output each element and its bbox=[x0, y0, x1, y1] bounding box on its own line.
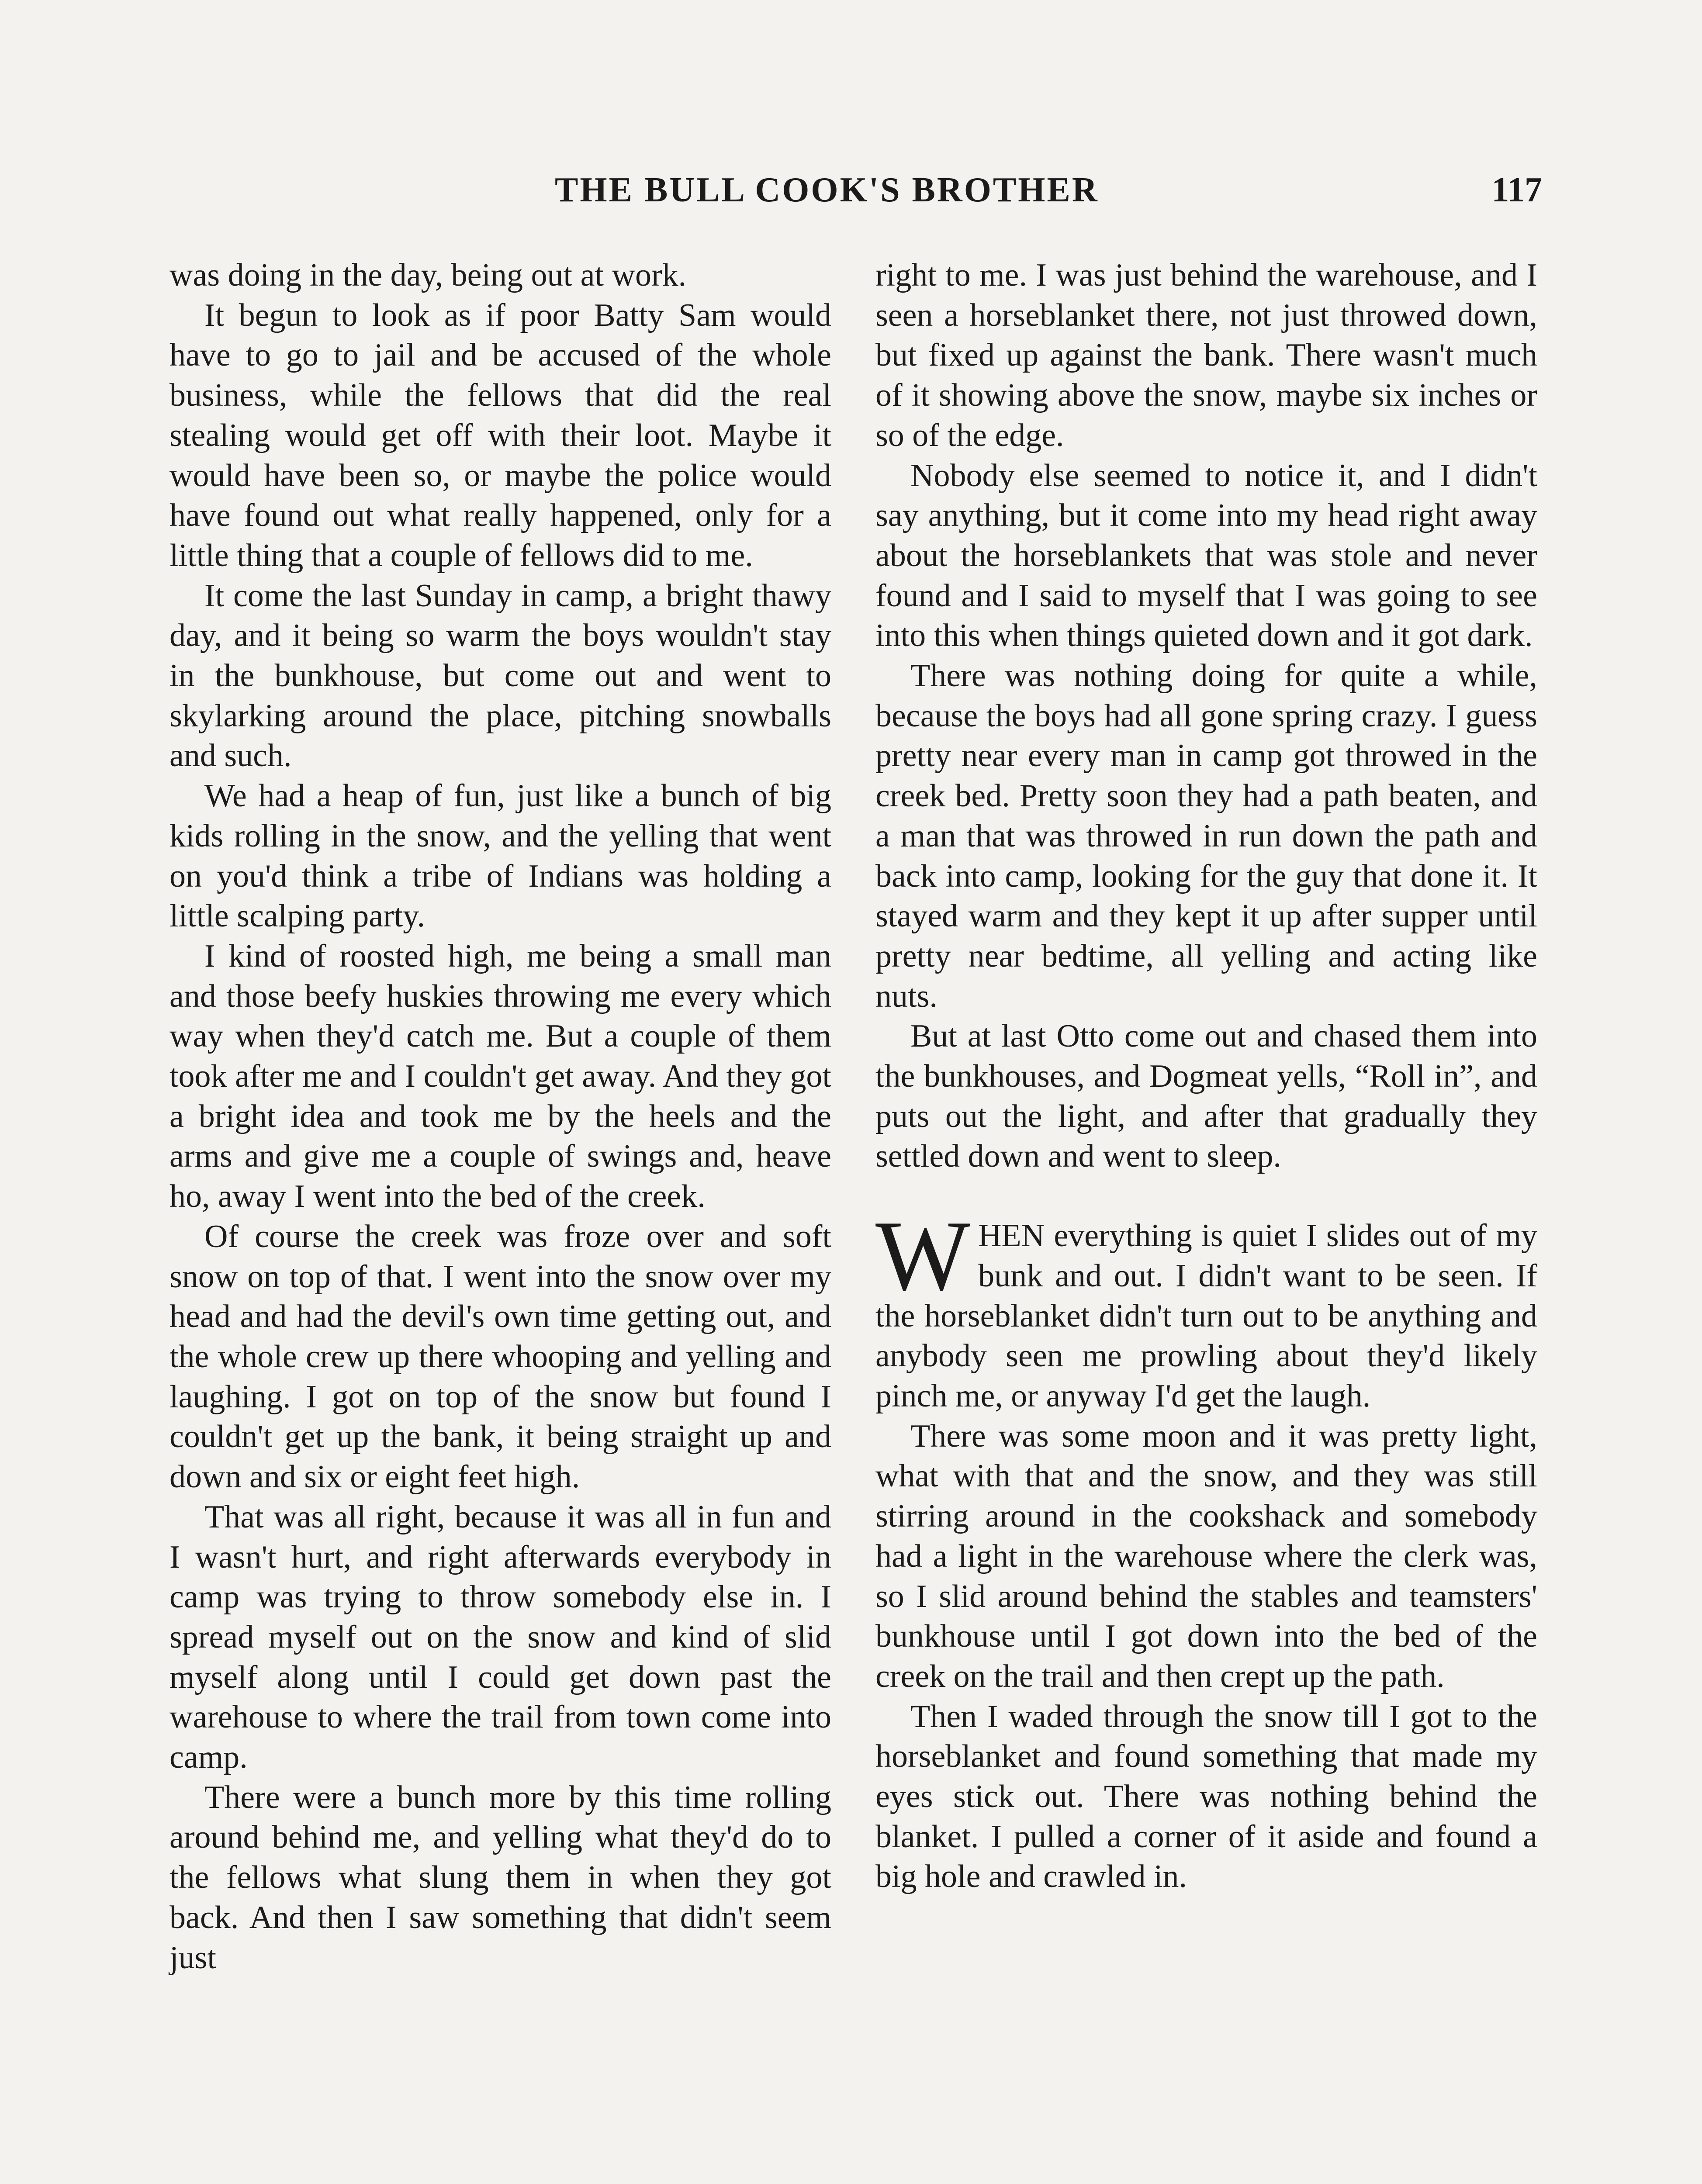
paragraph: We had a heap of fun, just like a bunch of big kids rolling in the snow, and the yelling that went on you'd think a tribe of Indians was holding a little scalping party. bbox=[170, 778, 831, 934]
paragraph: But at last Otto come out and chased them into the bunkhouses, and Dogmeat yells, “Roll in”, and puts out the light, and after that gradually they settled down and went to sleep. bbox=[875, 1018, 1537, 1175]
paragraph: Of course the creek was froze over and soft snow on top of that. I went into the snow over my head and had the devil's own time getting out, and the whole crew up there whooping and yelling and laughing. I got on top of the snow but found I couldn't get up the bank, it being straight up and down and six or eight feet high. bbox=[170, 1218, 831, 1495]
page-number: 117 bbox=[1491, 171, 1542, 209]
dropcap-paragraph-text: HEN everything is quiet I slides out of my bunk and out. I didn't want to be seen. If the horseblanket didn't turn out to be anything and anybody seen me prowling about they'd likely pinch me, or anyway I'd get the laugh. bbox=[875, 1218, 1537, 1414]
paragraph: There was nothing doing for quite a while, because the boys had all gone spring crazy. I guess pretty near every man in camp got throwed in the creek bed. Pretty soon they had a path beaten, and a man that was throwed in run down the path and back into camp, looking for the guy that done it. It stayed warm and they kept it up after supper until pretty near bedtime, all yelling and acting like nuts. bbox=[875, 658, 1537, 1014]
paragraph: It come the last Sunday in camp, a bright thawy day, and it being so warm the boys wouldn't stay in the bunkhouse, but come out and went to skylarking around the place, pitching snowballs and such. bbox=[170, 577, 831, 774]
paragraph: I kind of roosted high, me being a small man and those beefy huskies throwing me every which way when they'd catch me. But a couple of them took after me and I couldn't get away. And they got a bright idea and took me by the heels and the arms and give me a couple of swings and, heave ho, away I went into the bed of the creek. bbox=[170, 938, 831, 1215]
paragraph: That was all right, because it was all in fun and I wasn't hurt, and right afterwards everybody in camp was trying to throw somebody else in. I spread myself out on the snow and kind of slid myself along until I could get down past the warehouse to where the trail from town come into camp. bbox=[170, 1499, 831, 1776]
paragraph: Then I waded through the snow till I got to the horseblanket and found something that made my eyes stick out. There was nothing behind the blanket. I pulled a corner of it aside and found a big hole and crawled in. bbox=[875, 1698, 1537, 1895]
page-header bbox=[170, 170, 1542, 223]
drop-cap: W bbox=[875, 1200, 971, 1312]
dropcap-paragraph bbox=[875, 1200, 1537, 1417]
left-column bbox=[170, 256, 831, 1978]
paragraph: There was some moon and it was pretty light, what with that and the snow, and they was still stirring around in the cookshack and somebody had a light in the warehouse where the clerk was, so I slid around behind the stables and teamsters' bunkhouse until I got down into the bed of the creek on the trail and then crept up the path. bbox=[875, 1418, 1537, 1694]
paragraph: Nobody else seemed to notice it, and I didn't say anything, but it come into my head right away about the horseblankets that was stole and never found and I said to myself that I was going to see into this when things quieted down and it got dark. bbox=[875, 457, 1537, 654]
right-column bbox=[875, 256, 1537, 1897]
paragraph: There were a bunch more by this time rolling around behind me, and yelling what they'd do to the fellows what slung them in when they got back. And then I saw something that didn't seem just bbox=[170, 1779, 831, 1976]
running-title: THE BULL COOK'S BROTHER bbox=[555, 171, 1099, 209]
paragraph: right to me. I was just behind the warehouse, and I seen a horseblanket there, not just throwed down, but fixed up against the bank. There wasn't much of it showing above the snow, maybe six inches or so of the edge. bbox=[875, 257, 1537, 453]
paragraph: was doing in the day, being out at work. bbox=[170, 257, 687, 293]
paragraph: It begun to look as if poor Batty Sam would have to go to jail and be accused of the whole business, while the fellows that did the real stealing would get off with their loot. Maybe it would have been so, or maybe the police would have found out what really happened, only for a little thing that a couple of fellows did to me. bbox=[170, 297, 831, 574]
